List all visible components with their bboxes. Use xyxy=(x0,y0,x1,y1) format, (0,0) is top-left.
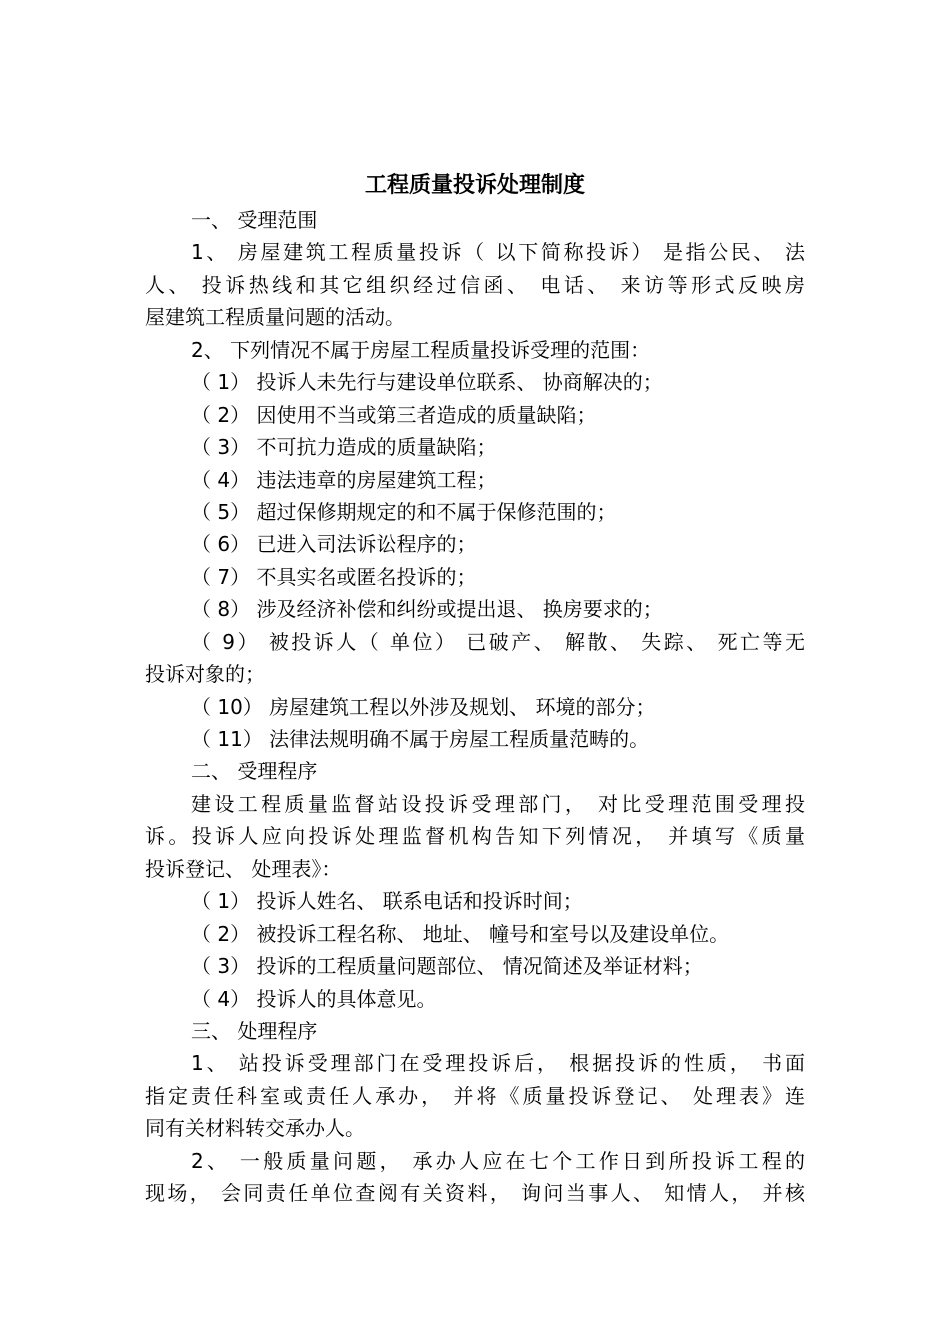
document-title: 工程质量投诉处理制度 xyxy=(364,173,585,198)
body-line: 2、 一般质量问题， 承办人应在七个工作日到所投诉工程的 xyxy=(191,1148,805,1173)
body-line: 投诉对象的； xyxy=(145,662,265,687)
body-line: 建设工程质量监督站设投诉受理部门， 对比受理范围受理投 xyxy=(191,791,805,816)
body-line: 2、 下列情况不属于房屋工程质量投诉受理的范围： xyxy=(191,337,651,362)
document-body xyxy=(145,204,805,1210)
body-line: （ 10） 房屋建筑工程以外涉及规划、 环境的部分； xyxy=(191,694,656,719)
body-line: 一、 受理范围 xyxy=(191,208,318,232)
body-line: 指定责任科室或责任人承办， 并将《质量投诉登记、 处理表》连 xyxy=(145,1083,805,1108)
body-line: （ 2） 因使用不当或第三者造成的质量缺陷； xyxy=(191,402,597,427)
body-line: （ 6） 已进入司法诉讼程序的； xyxy=(191,532,477,557)
body-line: （ 8） 涉及经济补偿和纠纷或提出退、 换房要求的； xyxy=(191,597,663,622)
body-line: 1、 房屋建筑工程质量投诉（ 以下简称投诉） 是指公民、 法 xyxy=(191,240,805,265)
body-line: （ 11） 法律法规明确不属于房屋工程质量范畴的。 xyxy=(191,727,650,751)
body-line: （ 2） 被投诉工程名称、 地址、 幢号和室号以及建设单位。 xyxy=(191,921,730,946)
body-line: 投诉登记、 处理表》： xyxy=(145,856,342,881)
body-line: （ 3） 投诉的工程质量问题部位、 情况简述及举证材料； xyxy=(191,954,703,979)
body-line: 屋建筑工程质量问题的活动。 xyxy=(145,305,405,330)
body-line: 二、 受理程序 xyxy=(191,759,318,784)
body-line: （ 9） 被投诉人（ 单位） 已破产、 解散、 失踪、 死亡等无 xyxy=(191,629,805,654)
body-line: （ 1） 投诉人姓名、 联系电话和投诉时间； xyxy=(191,889,583,914)
body-line: （ 7） 不具实名或匿名投诉的； xyxy=(191,564,477,589)
body-line: （ 3） 不可抗力造成的质量缺陷； xyxy=(191,435,497,460)
body-line: 诉。投诉人应向投诉处理监督机构告知下列情况， 并填写《质量 xyxy=(145,824,805,849)
body-line: 1、 站投诉受理部门在受理投诉后， 根据投诉的性质， 书面 xyxy=(191,1051,805,1076)
body-line: （ 4） 违法违章的房屋建筑工程； xyxy=(191,467,497,492)
body-line: （ 5） 超过保修期规定的和不属于保修范围的； xyxy=(191,499,617,524)
body-line: （ 4） 投诉人的具体意见。 xyxy=(191,986,437,1011)
body-line: 同有关材料转交承办人。 xyxy=(145,1116,365,1141)
body-line: 三、 处理程序 xyxy=(191,1018,318,1043)
body-line: 人、 投诉热线和其它组织经过信函、 电话、 来访等形式反映房 xyxy=(145,272,805,297)
body-line: 现场， 会同责任单位查阅有关资料， 询问当事人、 知情人， 并核 xyxy=(145,1181,805,1206)
body-line: （ 1） 投诉人未先行与建设单位联系、 协商解决的； xyxy=(191,370,663,395)
